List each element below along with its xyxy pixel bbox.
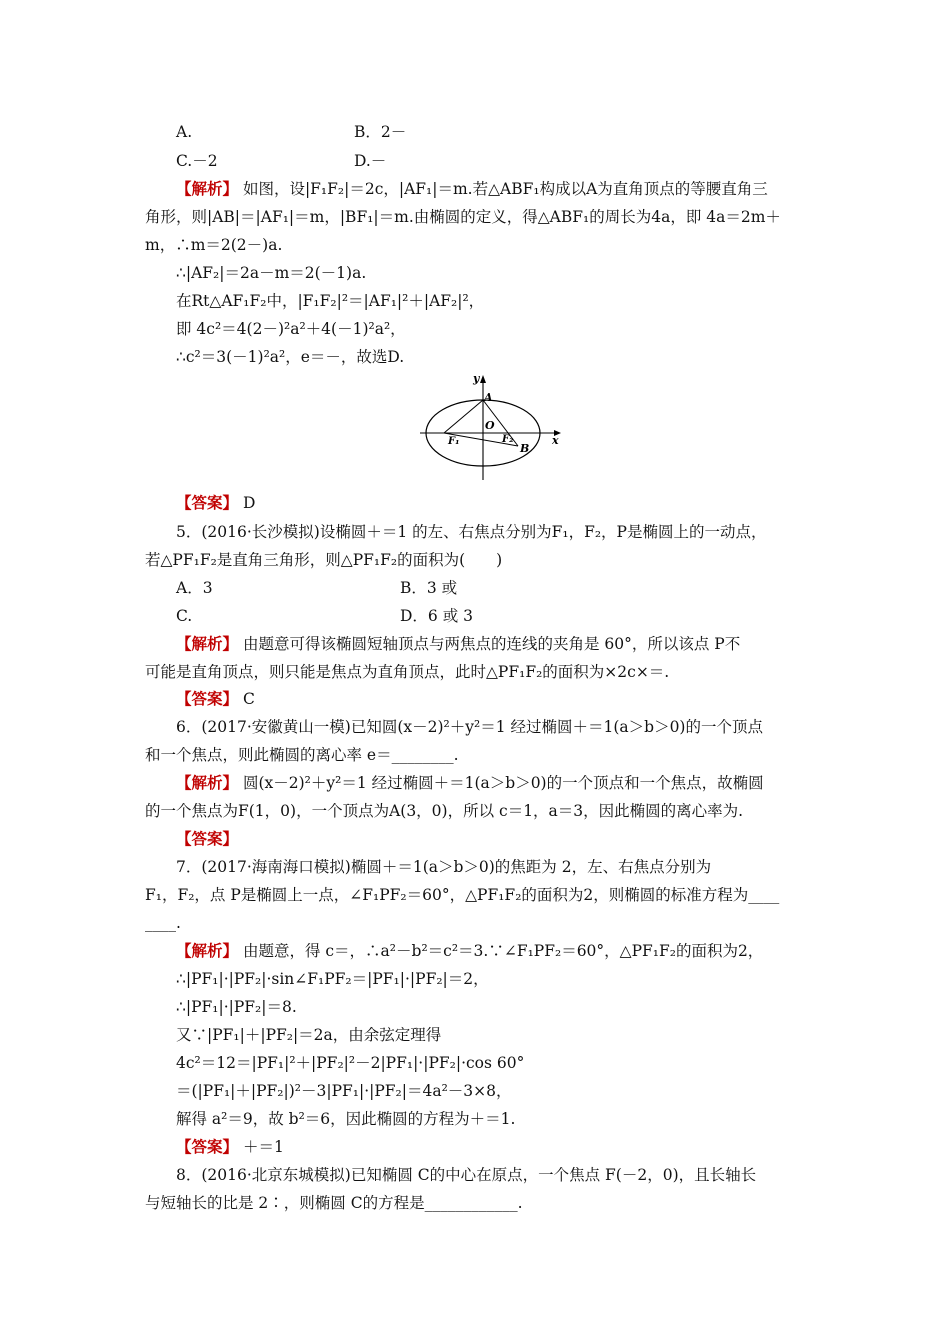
q7-analysis-text-1: 由题意，得 c＝，∴a²－b²＝c²＝3.∵∠F₁PF₂＝60°，△PF₁F₂的面积为2， <box>242 942 764 960</box>
q6-analysis-line-2: 的一个焦点为F(1，0)，一个顶点为A(3，0)，所以 c＝1，a＝3，因此椭圆的离心率为. <box>145 802 744 820</box>
q5-analysis-text-1: 由题意可得该椭圆短轴顶点与两焦点的连线的夹角是 60°，所以该点 P不 <box>242 635 741 653</box>
q6-analysis-line-1 <box>176 773 764 793</box>
q5-stem-line-2: 若△PF₁F₂是直角三角形，则△PF₁F₂的面积为( ) <box>145 551 503 569</box>
q7-answer-line <box>176 1137 284 1157</box>
q5-answer-value: C <box>242 690 255 708</box>
q5-answer-tag: 【答案】 <box>176 689 239 708</box>
q6-stem-line-1: 6．(2017·安徽黄山一模)已知圆(x－2)²＋y²＝1 经过椭圆＋＝1(a＞b＞0)的一个顶点 <box>176 718 763 736</box>
q6-analysis-tag: 【解析】 <box>176 773 239 792</box>
q7-analysis-line-6: ＝(|PF₁|＋|PF₂|)²－3|PF₁|·|PF₂|＝4a²－3×8， <box>176 1082 512 1100</box>
q5-analysis-line-1 <box>176 634 740 654</box>
label-y: y <box>473 372 480 385</box>
label-a: A <box>484 391 493 404</box>
q7-analysis-line-5: 4c²＝12＝|PF₁|²＋|PF₂|²－2|PF₁|·|PF₂|·cos 60° <box>176 1054 525 1072</box>
label-b: B <box>520 442 530 455</box>
label-f2: F₂ <box>502 434 514 445</box>
y-axis-arrow <box>480 375 486 383</box>
q6-answer-line <box>176 829 238 849</box>
q6-answer-tag: 【答案】 <box>176 829 239 848</box>
q7-stem-line-3: ____. <box>145 914 181 932</box>
q4-answer-line <box>176 493 255 513</box>
q6-analysis-text-1: 圆(x－2)²＋y²＝1 经过椭圆＋＝1(a＞b＞0)的一个顶点和一个焦点，故椭圆 <box>242 774 764 792</box>
q5-option-d: D．6 或 3 <box>400 607 474 625</box>
q4-option-d: D.－ <box>354 152 387 170</box>
q5-answer-line <box>176 689 255 709</box>
q4-analysis-line-3: m，∴m＝2(2－)a. <box>145 236 283 254</box>
q4-option-a: A. <box>176 123 193 141</box>
q5-stem-line-1: 5．(2016·长沙模拟)设椭圆＋＝1 的左、右焦点分别为F₁，F₂，P是椭圆上的一动点， <box>176 523 767 541</box>
q8-stem-line-2: 与短轴长的比是 2∶，则椭圆 C的方程是____________. <box>145 1194 523 1212</box>
q4-option-row-2 <box>176 151 387 171</box>
q7-analysis-line-2: ∴|PF₁|·|PF₂|·sin∠F₁PF₂＝|PF₁|·|PF₂|＝2， <box>176 970 489 988</box>
q7-analysis-tag: 【解析】 <box>176 941 239 960</box>
q4-analysis-line-2: 角形，则|AB|＝|AF₁|＝m，|BF₁|＝m.由椭圆的定义，得△ABF₁的周长为4a，即 4a＝2m＋ <box>145 208 781 226</box>
q5-option-row-2 <box>176 606 474 626</box>
q7-analysis-line-1 <box>176 941 763 961</box>
q4-analysis-line-6: 即 4c²＝4(2－)²a²＋4(－1)²a²， <box>176 320 406 338</box>
q5-option-row-1 <box>176 578 458 598</box>
q4-analysis-tag: 【解析】 <box>176 179 239 198</box>
q5-option-c: C. <box>176 607 193 625</box>
q5-option-b: B．3 或 <box>400 579 458 597</box>
q4-option-c: C.－2 <box>176 152 218 170</box>
q4-option-b: B．2－ <box>354 123 407 141</box>
q4-analysis-line-1 <box>176 179 768 199</box>
q6-stem-line-2: 和一个焦点，则此椭圆的离心率 e＝________. <box>145 746 459 764</box>
q7-stem-line-2: F₁，F₂，点 P是椭圆上一点，∠F₁PF₂＝60°，△PF₁F₂的面积为2，则椭圆的标准方程为____ <box>145 886 780 904</box>
label-o: O <box>485 419 495 432</box>
q7-answer-tag: 【答案】 <box>176 1137 239 1156</box>
q7-analysis-line-7: 解得 a²＝9，故 b²＝6，因此椭圆的方程为＋＝1. <box>176 1110 516 1128</box>
q4-analysis-text-1: 如图，设|F₁F₂|＝2c，|AF₁|＝m.若△ABF₁构成以A为直角顶点的等腰直角三 <box>242 180 768 198</box>
q4-analysis-line-4: ∴|AF₂|＝2a－m＝2(－1)a. <box>176 264 367 282</box>
q5-analysis-line-2: 可能是直角顶点，则只能是焦点为直角顶点，此时△PF₁F₂的面积为×2c×＝. <box>145 663 670 681</box>
q4-answer-value: D <box>242 494 256 512</box>
q8-stem-line-1: 8．(2016·北京东城模拟)已知椭圆 C的中心在原点，一个焦点 F(－2，0)，且长轴长 <box>176 1166 757 1184</box>
segment-f1-a <box>444 400 483 433</box>
q7-stem-line-1: 7．(2017·海南海口模拟)椭圆＋＝1(a＞b＞0)的焦距为 2，左、右焦点分别为 <box>176 858 712 876</box>
ellipse-figure <box>420 372 570 484</box>
q4-analysis-line-7: ∴c²＝3(－1)²a²，e＝－，故选D. <box>176 348 405 366</box>
q5-analysis-tag: 【解析】 <box>176 634 239 653</box>
q4-analysis-line-5: 在Rt△AF₁F₂中，|F₁F₂|²＝|AF₁|²＋|AF₂|²， <box>176 292 485 310</box>
q4-option-row-1 <box>176 122 407 142</box>
q7-answer-value: ＋＝1 <box>242 1138 284 1156</box>
q4-answer-tag: 【答案】 <box>176 493 239 512</box>
q5-option-a: A．3 <box>176 579 213 597</box>
label-f1: F₁ <box>448 436 460 447</box>
q7-analysis-line-4: 又∵|PF₁|＋|PF₂|＝2a，由余弦定理得 <box>176 1026 442 1044</box>
q7-analysis-line-3: ∴|PF₁|·|PF₂|＝8. <box>176 998 297 1016</box>
label-x: x <box>552 434 559 447</box>
